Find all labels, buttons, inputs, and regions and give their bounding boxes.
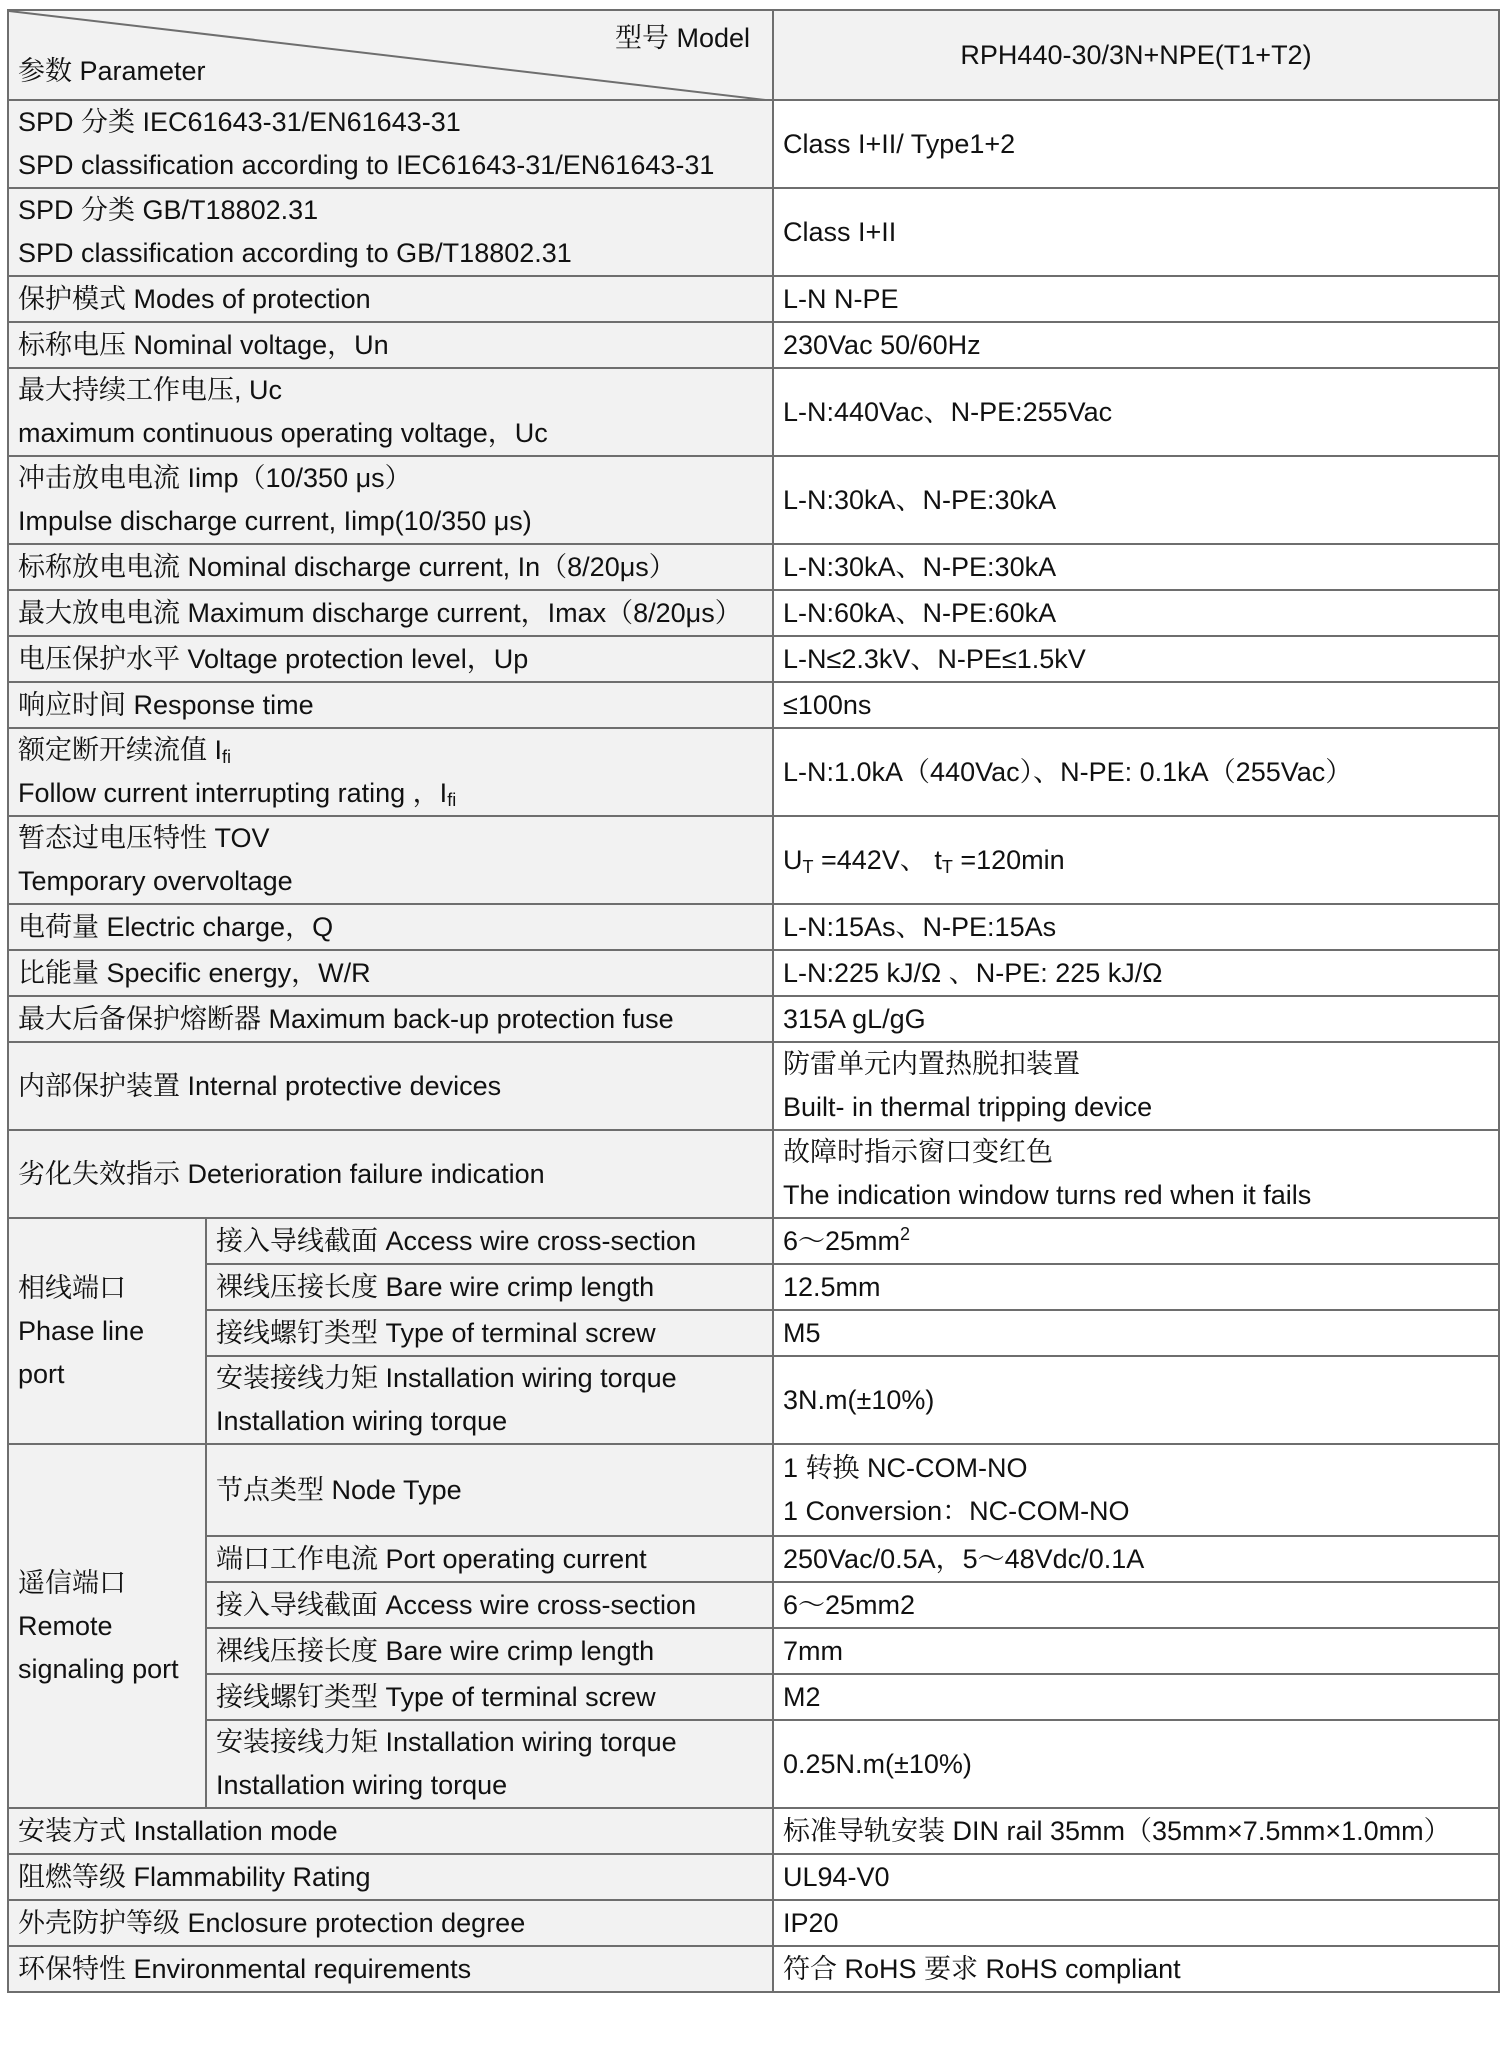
signal-port-row (8, 1720, 1499, 1808)
cell-line: 接入导线截面 Access wire cross-section (216, 1225, 697, 1256)
cell-line: M2 (783, 1681, 821, 1712)
cell-line: 暂态过电压特性 TOV (18, 823, 270, 853)
cell-line: Installation wiring torque (216, 1406, 508, 1436)
value-cell (773, 322, 1499, 368)
value-cell (773, 1310, 1499, 1356)
parameter-cell (8, 816, 773, 904)
parameter-cell (8, 188, 773, 276)
cell-line: L-N:440Vac、N-PE:255Vac (783, 396, 1113, 427)
value-cell (773, 590, 1499, 636)
cell-line: Impulse discharge current, Iimp(10/350 μs) (18, 506, 532, 536)
spec-table (7, 9, 1500, 1993)
table-row (8, 322, 1499, 368)
signal-port-label (8, 1444, 206, 1808)
header-model-value: RPH440-30/3N+NPE(T1+T2) (773, 10, 1499, 100)
cell-line: 安装方式 Installation mode (18, 1815, 338, 1846)
cell-line: Remote (18, 1610, 113, 1641)
parameter-cell (8, 1900, 773, 1946)
cell-line: ≤100ns (783, 689, 872, 720)
cell-line: 7mm (783, 1635, 843, 1666)
cell-line: Class I+II (783, 216, 897, 247)
parameter-cell (8, 100, 773, 188)
parameter-cell (206, 1582, 773, 1628)
parameter-cell (8, 636, 773, 682)
cell-line: Class I+II/ Type1+2 (783, 128, 1016, 159)
value-cell (773, 1900, 1499, 1946)
parameter-cell (8, 728, 773, 816)
cell-line: L-N:30kA、N-PE:30kA (783, 484, 1057, 515)
cell-line: SPD classification according to GB/T18802.31 (18, 238, 572, 268)
spec-table-body (8, 10, 1499, 1992)
cell-line: 符合 RoHS 要求 RoHS compliant (783, 1953, 1181, 1984)
value-cell (773, 1356, 1499, 1444)
signal-port-row (8, 1536, 1499, 1582)
table-row (8, 1042, 1499, 1130)
cell-line: 接线螺钉类型 Type of terminal screw (216, 1317, 656, 1348)
value-cell (773, 1808, 1499, 1854)
value-cell (773, 682, 1499, 728)
cell-line: Phase line (18, 1315, 145, 1346)
cell-line: 最大放电电流 Maximum discharge current，Imax（8/20μs） (18, 597, 742, 628)
table-row (8, 544, 1499, 590)
signal-port-row (8, 1444, 1499, 1536)
cell-line: L-N:30kA、N-PE:30kA (783, 551, 1057, 582)
value-cell (773, 1854, 1499, 1900)
header-parameter-label: 参数 Parameter (18, 56, 206, 86)
signal-port-row (8, 1582, 1499, 1628)
table-row (8, 816, 1499, 904)
parameter-cell (206, 1720, 773, 1808)
value-cell (773, 636, 1499, 682)
cell-line: 0.25N.m(±10%) (783, 1748, 972, 1779)
value-cell (773, 1130, 1499, 1218)
value-cell (773, 728, 1499, 816)
signal-port-row (8, 1674, 1499, 1720)
cell-line: 标称放电电流 Nominal discharge current, In（8/20μs） (18, 551, 676, 582)
cell-line: M5 (783, 1317, 821, 1348)
cell-line: IP20 (783, 1907, 839, 1938)
cell-line: $6\sim 25mm^2$ (783, 1223, 911, 1256)
parameter-cell (206, 1444, 773, 1536)
cell-line: SPD classification according to IEC61643-31/EN61643-31 (18, 150, 715, 180)
table-row (8, 728, 1499, 816)
cell-line: 裸线压接长度 Bare wire crimp length (216, 1635, 655, 1666)
cell-line: 最大后备保护熔断器 Maximum back-up protection fuse (18, 1003, 674, 1034)
value-cell (773, 1946, 1499, 1992)
table-row (8, 590, 1499, 636)
cell-line: 相线端口 (18, 1272, 126, 1303)
parameter-cell (8, 276, 773, 322)
value-cell (773, 276, 1499, 322)
subscript: T (941, 856, 953, 877)
tov-value: $U_T =442V$、 $t_T =120\min$ (783, 844, 1065, 877)
signal-port-row (8, 1628, 1499, 1674)
table-row (8, 636, 1499, 682)
parameter-cell (206, 1218, 773, 1264)
cell-line: port (18, 1358, 65, 1389)
table-row (8, 904, 1499, 950)
parameter-cell (8, 1854, 773, 1900)
value-cell (773, 544, 1499, 590)
table-row (8, 682, 1499, 728)
parameter-cell (8, 904, 773, 950)
cell-line: SPD 分类 IEC61643-31/EN61643-31 (18, 107, 461, 137)
cell-line: 故障时指示窗口变红色 (783, 1137, 1053, 1167)
cell-line: 冲击放电电流 Iimp（10/350 μs） (18, 463, 412, 493)
cell-line: The indication window turns red when it fails (783, 1180, 1312, 1210)
cell-line: 安装接线力矩 Installation wiring torque (216, 1363, 677, 1393)
value-cell (773, 904, 1499, 950)
table-row (8, 996, 1499, 1042)
cell-line: 阻燃等级 Flammability Rating (18, 1861, 371, 1892)
parameter-cell (206, 1536, 773, 1582)
table-row (8, 100, 1499, 188)
cell-line: 响应时间 Response time (18, 689, 314, 720)
value-cell (773, 188, 1499, 276)
subscript: fi (222, 747, 232, 767)
cell-line: signaling port (18, 1653, 179, 1684)
cell-line: 标称电压 Nominal voltage，Un (18, 329, 389, 360)
cell-line: 裸线压接长度 Bare wire crimp length (216, 1271, 655, 1302)
value-cell (773, 816, 1499, 904)
table-row (8, 1900, 1499, 1946)
phase-port-row (8, 1356, 1499, 1444)
parameter-cell (206, 1310, 773, 1356)
table-row (8, 1808, 1499, 1854)
header-row (8, 10, 1499, 100)
value-cell (773, 1628, 1499, 1674)
parameter-cell (8, 1946, 773, 1992)
table-row (8, 368, 1499, 456)
cell-line: 端口工作电流 Port operating current (216, 1543, 647, 1574)
cell-line: 3N.m(±10%) (783, 1384, 935, 1415)
phase-port-row (8, 1310, 1499, 1356)
cell-line: L-N:15As、N-PE:15As (783, 911, 1057, 942)
parameter-cell (8, 682, 773, 728)
value-cell (773, 1264, 1499, 1310)
subscript: T (802, 856, 814, 877)
cell-line: 防雷单元内置热脱扣装置 (783, 1049, 1080, 1079)
table-row (8, 1946, 1499, 1992)
cell-line: 内部保护装置 Internal protective devices (18, 1070, 502, 1101)
subscript: fi (447, 790, 457, 810)
parameter-cell (8, 1808, 773, 1854)
table-row (8, 188, 1499, 276)
value-cell (773, 1674, 1499, 1720)
parameter-cell (206, 1674, 773, 1720)
table-row (8, 276, 1499, 322)
cell-line: 接入导线截面 Access wire cross-section (216, 1589, 697, 1620)
cell-line: maximum continuous operating voltage，Uc (18, 418, 548, 448)
cell-line: Follow current interrupting rating ，$I_{fi}$ (18, 778, 457, 810)
cell-line: 接线螺钉类型 Type of terminal screw (216, 1681, 656, 1712)
value-cell (773, 1536, 1499, 1582)
value-cell (773, 456, 1499, 544)
cell-line: 节点类型 Node Type (216, 1474, 462, 1505)
cell-line: 安装接线力矩 Installation wiring torque (216, 1727, 677, 1757)
cell-line: SPD 分类 GB/T18802.31 (18, 195, 319, 225)
cell-line: L-N≤2.3kV、N-PE≤1.5kV (783, 643, 1086, 674)
value-cell (773, 1042, 1499, 1130)
cell-line: 保护模式 Modes of protection (18, 283, 371, 314)
phase-port-row (8, 1264, 1499, 1310)
cell-line: 标准导轨安装 DIN rail 35mm（35mm×7.5mm×1.0mm） (783, 1815, 1451, 1846)
cell-line: 外壳防护等级 Enclosure protection degree (18, 1907, 526, 1938)
cell-line: 环保特性 Environmental requirements (18, 1953, 472, 1984)
cell-line: 6～25mm2 (783, 1589, 916, 1620)
header-model-label: 型号 Model (614, 23, 750, 53)
parameter-cell (8, 590, 773, 636)
cell-line: 电压保护水平 Voltage protection level，Up (18, 643, 529, 674)
cell-line: UL94-V0 (783, 1861, 890, 1892)
cell-line: 遥信端口 (18, 1567, 126, 1598)
parameter-cell (8, 996, 773, 1042)
cell-line: 1 转换 NC-COM-NO (783, 1453, 1028, 1483)
superscript: 2 (900, 1223, 911, 1244)
parameter-cell (206, 1264, 773, 1310)
value-cell (773, 1444, 1499, 1536)
table-row (8, 1854, 1499, 1900)
cell-line: Built- in thermal tripping device (783, 1092, 1153, 1122)
cell-line: 1 Conversion：NC-COM-NO (783, 1496, 1130, 1526)
value-cell (773, 1720, 1499, 1808)
parameter-cell (206, 1628, 773, 1674)
parameter-cell (8, 368, 773, 456)
header-diagonal-cell (8, 10, 773, 100)
value-cell (773, 996, 1499, 1042)
parameter-cell (8, 544, 773, 590)
parameter-cell (8, 1130, 773, 1218)
cell-line: 劣化失效指示 Deterioration failure indication (18, 1158, 545, 1189)
parameter-cell (8, 1042, 773, 1130)
parameter-cell (206, 1356, 773, 1444)
cell-line: Installation wiring torque (216, 1770, 508, 1800)
value-cell (773, 950, 1499, 996)
cell-line: L-N:1.0kA（440Vac）、N-PE: 0.1kA（255Vac） (783, 756, 1353, 787)
cell-line: 230Vac 50/60Hz (783, 329, 981, 360)
cell-line: 电荷量 Electric charge，Q (18, 911, 334, 942)
cell-line: L-N:225 kJ/Ω 、N-PE: 225 kJ/Ω (783, 957, 1163, 988)
cell-line: L-N N-PE (783, 283, 899, 314)
table-row (8, 1130, 1499, 1218)
cell-line: L-N:60kA、N-PE:60kA (783, 597, 1057, 628)
cell-line: 额定断开续流值 $I_{fi}$ (18, 735, 232, 767)
cell-line: 最大持续工作电压, Uc (18, 375, 283, 405)
cell-line: 250Vac/0.5A，5～48Vdc/0.1A (783, 1543, 1145, 1574)
cell-line: 315A gL/gG (783, 1003, 926, 1034)
table-row (8, 456, 1499, 544)
parameter-cell (8, 322, 773, 368)
phase-port-row (8, 1218, 1499, 1264)
parameter-cell (8, 456, 773, 544)
parameter-cell (8, 950, 773, 996)
cell-line: 12.5mm (783, 1271, 881, 1302)
value-cell (773, 100, 1499, 188)
value-cell (773, 1582, 1499, 1628)
table-row (8, 950, 1499, 996)
value-cell (773, 1218, 1499, 1264)
value-cell (773, 368, 1499, 456)
cell-line: Temporary overvoltage (18, 866, 293, 896)
phase-port-label (8, 1218, 206, 1444)
cell-line: 比能量 Specific energy，W/R (18, 957, 371, 988)
